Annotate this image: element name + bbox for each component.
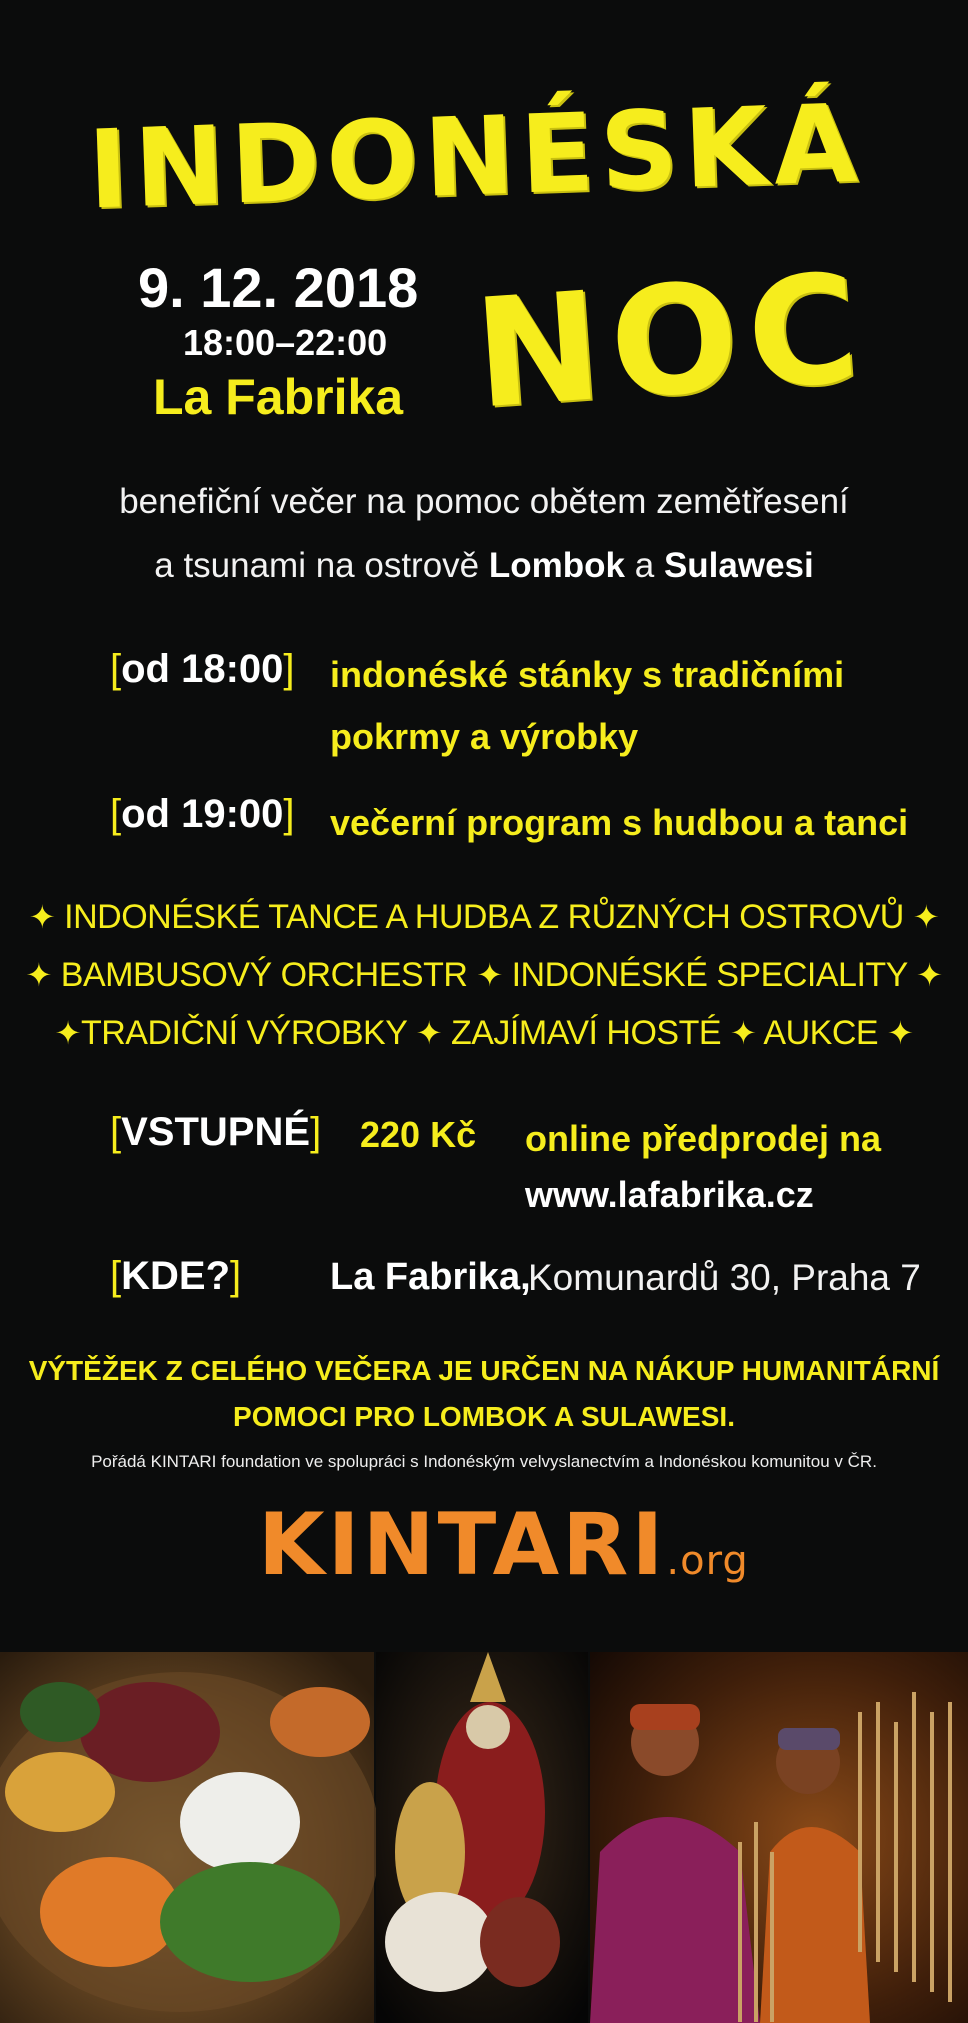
four-point-star-icon: ✦: [916, 957, 943, 993]
four-point-star-icon: ✦: [912, 899, 940, 935]
location-label: [110, 1254, 241, 1299]
location-label-text: KDE?: [121, 1254, 231, 1298]
presale-url[interactable]: www.lafabrika.cz: [525, 1174, 814, 1215]
program-label-1: [110, 647, 295, 692]
admission-label: [110, 1110, 321, 1155]
four-point-star-icon: ✦: [25, 957, 52, 993]
bracket-open-icon: [: [110, 1254, 122, 1298]
bracket-close-icon: ]: [283, 792, 295, 836]
kintari-logo-suffix: .org: [666, 1538, 749, 1584]
photo-strip: [0, 1652, 968, 2023]
location-venue: La Fabrika,: [330, 1256, 531, 1298]
island-sulawesi: Sulawesi: [663, 546, 814, 585]
highlight-guests: ZAJÍMAVÍ HOSTÉ: [450, 1014, 722, 1052]
bracket-close-icon: ]: [230, 1254, 242, 1298]
proceeds-notice-line2: POMOCI PRO LOMBOK A SULAWESI.: [233, 1401, 735, 1432]
intro-line2-prefix: a tsunami na ostrově: [154, 546, 480, 585]
four-point-star-icon: ✦: [476, 957, 503, 993]
location-address: Komunardů 30, Praha 7: [528, 1257, 921, 1298]
organizer-text: Pořádá KINTARI foundation ve spolupráci s Indonéským velvyslanectvím a Indonéskou komunitou v ČR.: [91, 1452, 877, 1471]
program-text-1: [330, 644, 844, 768]
program-text-1-line1: indonéské stánky s tradičními: [330, 654, 845, 695]
poster-title-line1: INDONÉSKÁ: [86, 81, 866, 234]
four-point-star-icon: ✦: [28, 899, 56, 935]
angklung-photo: [590, 1652, 968, 2023]
highlights-line1: [0, 898, 968, 937]
bracket-close-icon: ]: [310, 1110, 322, 1154]
intro-line1: benefiční večer na pomoc obětem zemětřesení: [119, 482, 849, 521]
highlight-specialities: INDONÉSKÉ SPECIALITY: [511, 956, 908, 994]
dance-photo: [376, 1652, 588, 2023]
event-time: 18:00–22:00: [183, 322, 388, 363]
bracket-open-icon: [: [110, 647, 122, 691]
four-point-star-icon: ✦: [887, 1015, 914, 1051]
program-time-2: od 19:00: [121, 792, 284, 836]
bracket-open-icon: [: [110, 1110, 122, 1154]
admission-label-text: VSTUPNÉ: [121, 1110, 311, 1154]
highlights-line2: [0, 956, 968, 995]
poster-title-line2: NOC: [469, 241, 874, 443]
intro-conjunction: a: [634, 546, 655, 585]
program-time-1: od 18:00: [121, 647, 284, 691]
kintari-logo: [258, 1495, 749, 1595]
event-venue: La Fabrika: [153, 369, 404, 425]
bracket-open-icon: [: [110, 792, 122, 836]
highlight-bamboo-orchestra: BAMBUSOVÝ ORCHESTR: [60, 956, 468, 994]
program-text-1-line2: pokrmy a výrobky: [330, 716, 639, 757]
event-date: 9. 12. 2018: [138, 256, 419, 319]
highlight-crafts: TRADIČNÍ VÝROBKY: [80, 1014, 407, 1052]
program-label-2: [110, 792, 295, 837]
food-photo: [0, 1652, 380, 2023]
highlight-auction: AUKCE: [763, 1014, 879, 1052]
highlight-dances-music: INDONÉSKÉ TANCE A HUDBA Z RŮZNÝCH OSTROVŮ: [64, 898, 904, 936]
intro-line2: [0, 546, 968, 586]
admission-price: 220 Kč: [360, 1114, 477, 1155]
four-point-star-icon: ✦: [54, 1015, 81, 1051]
highlights-line3: [0, 1014, 968, 1053]
proceeds-notice-line1: VÝTĚŽEK Z CELÉHO VEČERA JE URČEN NA NÁKUP HUMANITÁRNÍ: [28, 1355, 940, 1386]
bracket-close-icon: ]: [283, 647, 295, 691]
proceeds-notice: [0, 1348, 968, 1440]
presale-text: online předprodej na: [525, 1118, 882, 1159]
island-lombok: Lombok: [488, 546, 625, 585]
four-point-star-icon: ✦: [730, 1015, 757, 1051]
kintari-logo-name: KINTARI: [258, 1495, 667, 1595]
four-point-star-icon: ✦: [415, 1015, 443, 1051]
program-text-2: večerní program s hudbou a tanci: [330, 802, 909, 843]
